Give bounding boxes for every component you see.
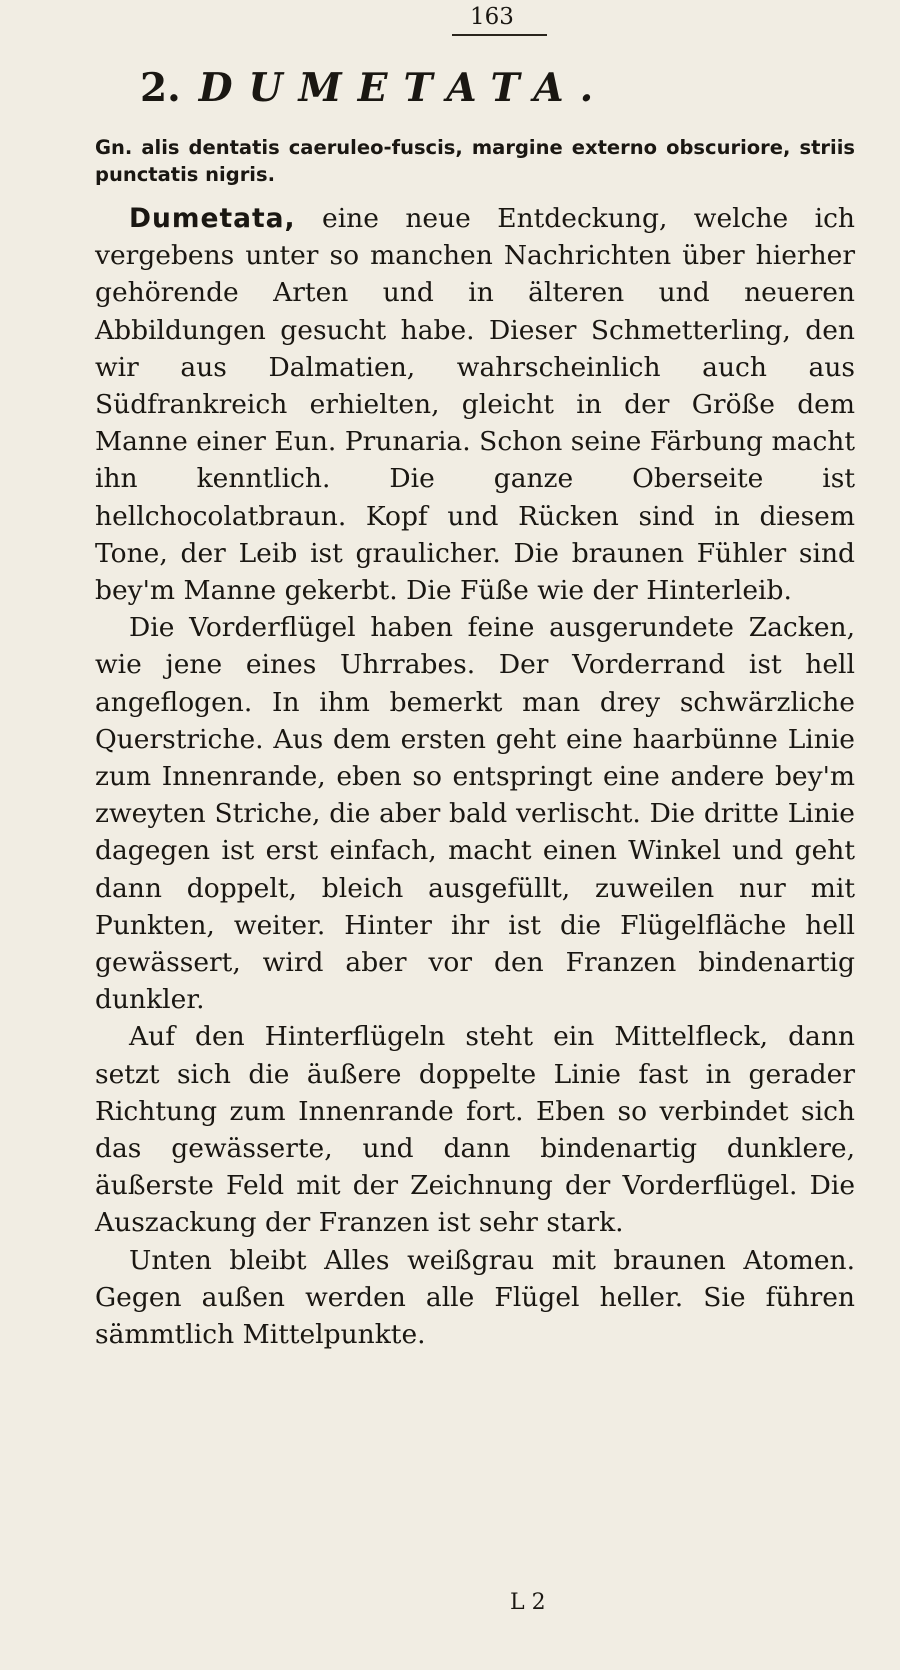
paragraph-4 bbox=[95, 1242, 855, 1354]
paragraph-1-text: eine neue Entdeckung, welche ich vergebens unter so manchen Nachrichten über hierher gehörende Arten und in älteren und neueren Abbildungen gesucht habe. Dieser Schmetterling, den wir aus Dalmatien, wahrscheinlich auch aus Südfrankreich erhielten, gleicht in der Größe dem Manne einer Eun. Prunaria. Schon seine Färbung macht ihn kenntlich. Die ganze Oberseite ist hellchocolatbraun. Kopf und Rücken sind in diesem Tone, der Leib ist graulicher. Die braunen Fühler sind bey'm Manne gekerbt. Die Füße wie der Hinterleib. bbox=[95, 203, 855, 607]
paragraph-3 bbox=[95, 1018, 855, 1241]
paragraph-4-text: Unten bleibt Alles weißgrau mit braunen Atomen. Gegen außen werden alle Flügel heller. Sie führen sämmtlich Mittelpunkte. bbox=[95, 1244, 855, 1351]
page-number-rule bbox=[452, 34, 547, 36]
page-number: 163 bbox=[470, 4, 514, 30]
species-heading bbox=[140, 60, 780, 116]
description-text bbox=[95, 200, 855, 1353]
paragraph-3-text: Auf den Hinterflügeln steht ein Mittelfleck, dann setzt sich die äußere doppelte Linie fast in gerader Richtung zum Innenrande fort. Eben so verbindet sich das gewässerte, und dann bindenartig dunklere, äußerste Feld mit der Zeichnung der Vorderflügel. Die Auszackung der Franzen ist sehr stark. bbox=[95, 1021, 855, 1239]
latin-diagnosis: Gn. alis dentatis caeruleo-fuscis, margine externo obscuriore, striis punctatis nigris. bbox=[95, 136, 855, 186]
species-number: 2. bbox=[140, 65, 181, 111]
signature-mark: L 2 bbox=[510, 1590, 546, 1615]
paragraph-2-text: Die Vorderflügel haben feine ausgerundete Zacken, wie jene eines Uhrrabes. Der Vorderrand ist hell angeflogen. In ihm bemerkt man drey schwärzliche Querstriche. Aus dem ersten geht eine haarbünne Linie zum Innenrande, eben so entspringt eine andere bey'm zweyten Striche, die aber bald verlischt. Die dritte Linie dagegen ist erst einfach, macht einen Winkel und geht dann doppelt, bleich ausgefüllt, zuweilen nur mit Punkten, weiter. Hinter ihr ist die Flügelfläche hell gewässert, wird aber vor den Franzen bindenartig dunkler. bbox=[95, 612, 855, 1016]
paragraph-1 bbox=[95, 200, 855, 609]
species-name: DUMETATA. bbox=[198, 65, 610, 111]
paragraph-2 bbox=[95, 609, 855, 1018]
paragraph-1-lead: Dumetata, bbox=[129, 203, 296, 234]
